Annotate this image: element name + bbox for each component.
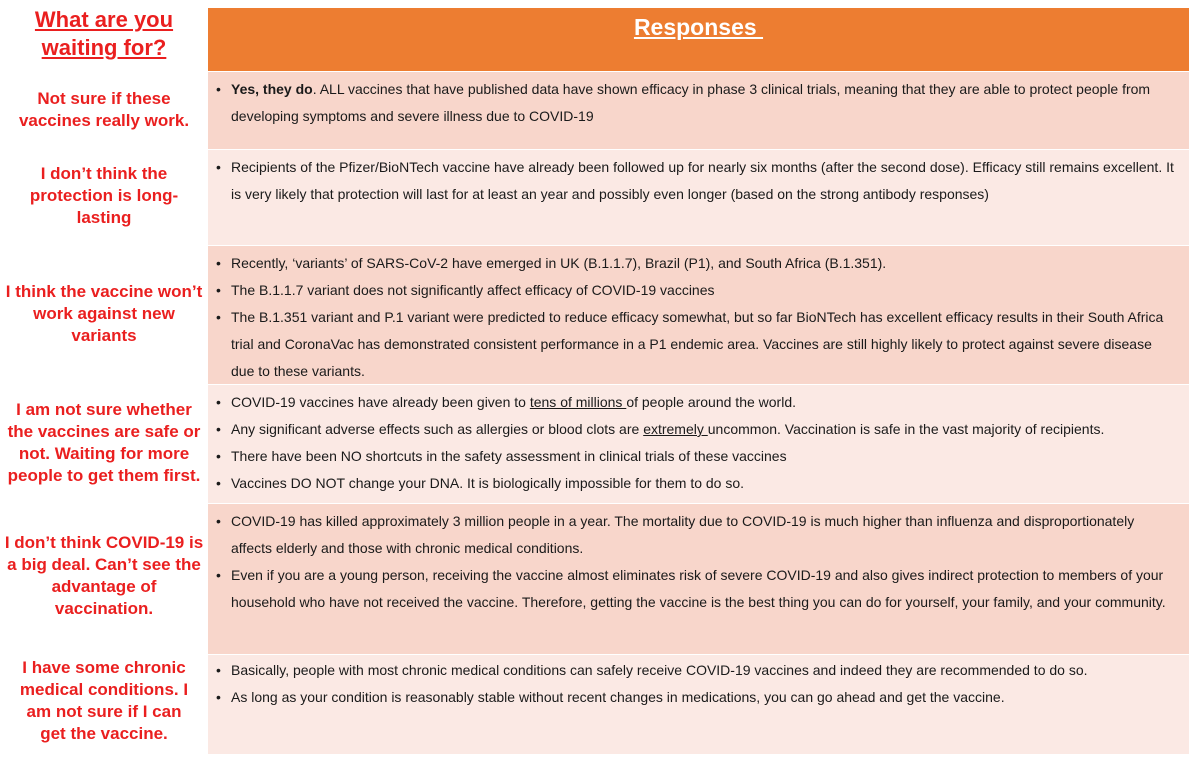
question-2-text: I don’t think the protection is long-lasting (29, 164, 179, 227)
question-4 (0, 388, 208, 498)
question-5-text: I don’t think COVID-19 is a big deal. Can’t see the advantage of vaccination. (4, 533, 204, 618)
list-item: • COVID-19 vaccines have already been given to tens of millions of people around the world. (216, 389, 1179, 416)
question-6 (0, 652, 208, 750)
question-5 (0, 506, 208, 646)
question-4-text: I am not sure whether the vaccines are safe or not. Waiting for more people to get them first. (7, 400, 201, 485)
response-row-6 (208, 654, 1189, 754)
response-row-4 (208, 384, 1189, 503)
response-row-2 (208, 149, 1189, 245)
list-item: • There have been NO shortcuts in the safety assessment in clinical trials of these vaccines (216, 443, 1179, 470)
responses-title: Responses (633, 14, 764, 40)
response-row-1 (208, 71, 1189, 149)
list-item: • Recently, ‘variants’ of SARS-CoV-2 have emerged in UK (B.1.1.7), Brazil (P1), and South Africa (B.1.351). (216, 250, 1179, 277)
question-6-text: I have some chronic medical conditions. I am not sure if I can get the vaccine. (19, 658, 189, 743)
question-3 (0, 250, 208, 378)
list-item: • Any significant adverse effects such as allergies or blood clots are extremely uncommon. Vaccination is safe in the vast majority of recipients. (216, 416, 1179, 443)
question-1-text: Not sure if these vaccines really work. (18, 89, 190, 130)
list-item: • Recipients of the Pfizer/BioNTech vaccine have already been followed up for nearly six months (after the second dose). Efficacy still remains excellent. It is very likely that protection will last for at least an year and possibly even longer (based on the strong antibody responses) (216, 154, 1179, 208)
response-row-3 (208, 245, 1189, 384)
question-1 (0, 76, 208, 144)
list-item: • The B.1.1.7 variant does not significantly affect efficacy of COVID-19 vaccines (216, 277, 1179, 304)
list-item: • COVID-19 has killed approximately 3 million people in a year. The mortality due to COVID-19 is much higher than influenza and disproportionately affects elderly and those with chronic medical conditions. (216, 508, 1179, 562)
list-item: • The B.1.351 variant and P.1 variant were predicted to reduce efficacy somewhat, but so far BioNTech has excellent efficacy results in their South Africa trial and CoronaVac has demonstrated consistent performance in a P1 endemic area. Vaccines are still highly likely to protect against severe disease due to these variants. (216, 304, 1179, 385)
list-item: • As long as your condition is reasonably stable without recent changes in medications, you can go ahead and get the vaccine. (216, 684, 1179, 711)
list-item: • Yes, they do. ALL vaccines that have published data have shown efficacy in phase 3 clinical trials, meaning that they are able to protect people from developing symptoms and severe illness due to COVID-19 (216, 76, 1179, 130)
question-3-text: I think the vaccine won’t work against new variants (5, 282, 203, 345)
list-item: • Vaccines DO NOT change your DNA. It is biologically impossible for them to do so. (216, 470, 1179, 497)
list-item: • Even if you are a young person, receiving the vaccine almost eliminates risk of severe COVID-19 and also gives indirect protection to members of your household who have not received the vaccine. Therefore, getting the vaccine is the best thing you can do for yourself, your family, and your community. (216, 562, 1179, 616)
list-item: • Basically, people with most chronic medical conditions can safely receive COVID-19 vaccines and indeed they are recommended to do so. (216, 657, 1179, 684)
responses-header (208, 8, 1189, 71)
question-column-title: What are you waiting for? (34, 7, 174, 60)
question-2 (0, 150, 208, 242)
response-row-5 (208, 503, 1189, 654)
